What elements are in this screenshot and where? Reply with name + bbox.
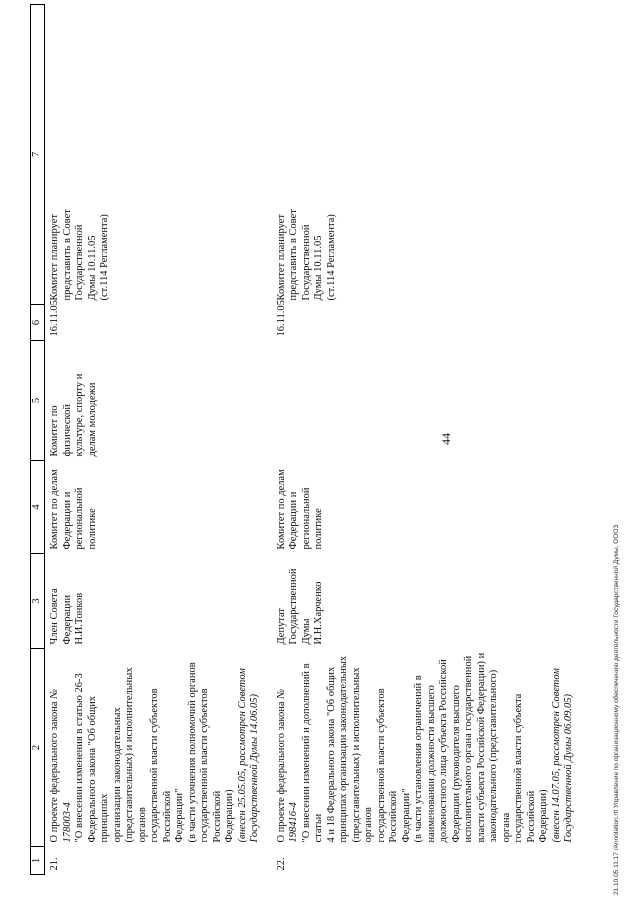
cell-line: (ст.114 Регламента) [325, 214, 337, 301]
cell-line: (в части установления ограничений в [413, 675, 424, 843]
footer-line: 21.10.05 11:17 /Annotation.rtf Управление по организационному обеспечению деятельности Государственной Думы, ОООЗ [613, 524, 620, 895]
cell-line: Федерации" [400, 788, 412, 843]
column-header-7: 7 [31, 5, 45, 305]
cell-line: Федерации" [174, 788, 185, 843]
responsible-committee [272, 461, 576, 554]
project-heading-text: О проекте федерального закона [49, 698, 60, 843]
cell-line: Государственной [74, 224, 85, 301]
cell-line: государственной власти субъектов Российской [149, 688, 173, 843]
cell-line: принципах организации законодательных [338, 655, 349, 843]
cell-line: Думы 10.11.05 [86, 235, 98, 301]
cell-line: Федерации и [61, 491, 73, 550]
bill-number: № 198416-4 [275, 688, 299, 843]
cell-line: И.Н.Харченко [313, 581, 324, 645]
table-row [45, 5, 262, 875]
review-date: 16.11.05 [49, 300, 60, 337]
project-heading [276, 653, 301, 843]
cell-line: Государственной [288, 568, 299, 645]
cell-line: Думы [300, 618, 312, 645]
cell-line: Федерации [61, 594, 73, 645]
cell-line: организации законодательных [111, 707, 123, 843]
cell-line: Член Совета [49, 588, 60, 645]
column-header-6: 6 [31, 305, 45, 341]
column-header-2: 2 [31, 649, 45, 847]
project-note: (внесен 14.07.05, рассмотрен Советом Государственной Думы 06.09.05) [550, 668, 574, 843]
cell-line: политике [313, 508, 324, 550]
cell-line: Комитет по [49, 405, 60, 457]
cell-line: культуре, спорту и [74, 373, 85, 457]
cell-line: Комитет по делам [275, 469, 287, 550]
column-number-row [31, 5, 45, 875]
spacer-cell [262, 5, 272, 875]
column-header-5: 5 [31, 341, 45, 461]
cell-line: (представительных) и исполнительных органов [350, 667, 374, 843]
cell-line: наименовании должности высшего [425, 685, 437, 843]
cell-line: Думы 10.11.05 [313, 235, 324, 301]
cell-line: физической [61, 404, 73, 457]
cell-line: власти субъекта Российской Федерации) и [475, 652, 487, 843]
cell-line: Федерации) [224, 789, 235, 843]
cell-line: Федерации (руководителя высшего [450, 685, 462, 843]
cell-line: региональной [74, 487, 85, 550]
cell-line: Федерации и [288, 491, 299, 550]
responsible-committee [45, 461, 262, 554]
cell-line: делам молодежи [86, 382, 98, 457]
cell-line: (ст.114 Регламента) [99, 214, 110, 301]
row-number: 21. [49, 857, 60, 871]
cell-line: (в части уточнения полномочий органов [186, 662, 198, 843]
register-table [30, 4, 576, 875]
bill-number: № 178003-4 [49, 688, 73, 843]
cell-line: представить в Совет [61, 209, 73, 301]
cell-line: "О внесении изменений и дополнений в статьи [300, 663, 324, 843]
cell-line: Федерации) [538, 789, 549, 843]
cell-line: "О внесении изменения в статью 26-3 [74, 673, 85, 843]
status-note [272, 5, 576, 305]
table-body [45, 5, 576, 875]
row-spacer [262, 5, 272, 875]
cell-line: должностного лица субъекта Российской [438, 659, 449, 843]
co-executor-committee [45, 341, 262, 461]
cell-line: Комитет по делам [49, 469, 60, 550]
cell-line: представить в Совет [288, 209, 299, 301]
page-number: 44 [439, 433, 453, 445]
cell-line: государственной власти субъектов Российской [375, 688, 399, 843]
project-heading-text: О проекте федерального закона [275, 698, 287, 843]
cell-line: Комитет планирует [49, 214, 60, 301]
cell-line: (представительных) и исполнительных органов [124, 667, 148, 843]
table-row [272, 5, 576, 875]
column-header-4: 4 [31, 461, 45, 554]
row-number: 22. [275, 857, 287, 871]
cell-line: Федерального закона "Об общих принципах [86, 695, 110, 843]
project-description [272, 649, 576, 847]
column-header-1: 1 [31, 847, 45, 875]
cell-line: исполнительного органа государственной [463, 655, 474, 843]
cell-line: государственной власти субъектов Российской [199, 688, 223, 843]
cell-line: региональной [300, 487, 312, 550]
cell-line: Депутат [275, 607, 287, 645]
project-heading [49, 653, 74, 843]
cell-line: 4 и 18 Федерального закона "Об общих [325, 666, 337, 843]
cell-line: политике [86, 508, 98, 550]
column-header-3: 3 [31, 554, 45, 649]
status-note [45, 5, 262, 305]
cell-line: Н.И.Тонков [74, 592, 85, 645]
co-executor-committee [272, 341, 576, 461]
cell-line: законодательного (представительного) органа [488, 669, 512, 843]
project-description [45, 649, 262, 847]
bill-author [272, 554, 576, 649]
cell-line: государственной власти субъекта Российской [513, 693, 537, 843]
cell-line: Комитет планирует [275, 214, 287, 301]
project-note: (внесен 25.05.05, рассмотрен Советом Государственной Думы 14.06.05) [236, 668, 260, 843]
review-date: 16.11.05 [275, 300, 287, 337]
cell-line: Государственной [300, 224, 312, 301]
bill-author [45, 554, 262, 649]
